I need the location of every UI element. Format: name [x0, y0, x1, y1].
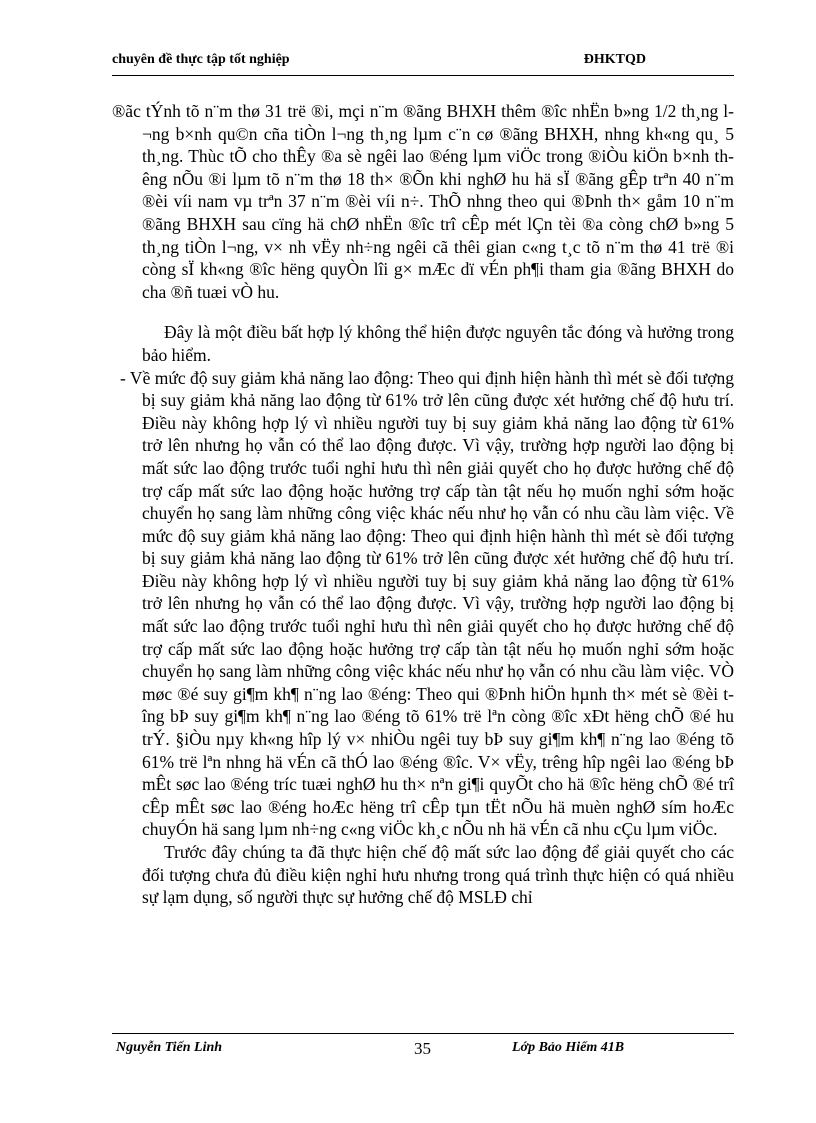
paragraph-legacy-encoding: ®ãc tÝnh tõ n¨m thø 31 trë ®i, mçi n¨m ®ãng BHXH thêm ®îc nhËn b»ng 1/2 th¸ng l¬ng b×nh qu©n cña tiÒn l¬ng th¸ng lµm c¨n cø ®ãng BHXH, nhng kh«ng qu¸ 5 th¸ng. Thùc tÕ cho thÊy ®a sè ngêi lao ®éng lµm viÖc trong ®iÒu kiÖn b×nh thêng nÕu ®i lµm tõ n¨m thø 18 th× ®Õn khi nghØ hu hä sÏ ®ãng gÊp trªn 40 n¨m ®èi víi nam vµ trªn 37 n¨m ®èi víi n÷. ThÕ nhng theo qui ®Þnh th× gåm 10 n¨m ®ãng BHXH sau cïng hä chØ nhËn ®îc trî cÊp mét lÇn tèi ®a còng chØ b»ng 5 th¸ng tiÒn l¬ng, v× nh vËy nh÷ng ngêi cã thêi gian c«ng t¸c tõ n¨m thø 41 trë ®i còng sÏ kh«ng ®îc hëng quyÒn lîi g× mÆc dï vÉn ph¶i tham gia ®ãng BHXH do cha ®ñ tuæi vÒ hu.	[112, 101, 734, 302]
header-university: ĐHKTQD	[583, 52, 646, 67]
footer-class: Lớp Bảo Hiểm 41B	[512, 1040, 625, 1055]
footer-divider	[112, 1033, 734, 1034]
paragraph-disability-level: - Về mức độ suy giảm khả năng lao động: Theo qui định hiện hành thì mét sè đối tượng bị suy giảm khả năng lao động từ 61% trở lên cũng được xét hưởng chế độ hưu trí. Điều này không hợp lý vì nhiều người tuy bị suy giảm khả năng lao động từ 61% trở lên nhưng họ vẫn có thể lao động được. Vì vậy, trường hợp người lao động bị mất sức lao động trước tuổi nghỉ hưu thì nên giải quyết cho họ được hưởng chế độ trợ cấp mất sức lao động hoặc hưởng trợ cấp tàn tật nếu họ muốn nghỉ sớm hoặc chuyển họ sang làm những công việc khác nếu như họ vẫn có nhu cầu làm việc. Về mức độ suy giảm khả năng lao động: Theo qui định hiện hành thì mét sè đối tượng bị suy giảm khả năng lao động từ 61% trở lên cũng được xét hưởng chế độ hưu trí. Điều này không hợp lý vì nhiều người tuy bị suy giảm khả năng lao động từ 61% trở lên nhưng họ vẫn có thể lao động được. Vì vậy, trường hợp người lao động bị mất sức lao động trước tuổi nghỉ hưu thì nên giải quyết cho họ được hưởng chế độ trợ cấp mất sức lao động hoặc hưởng trợ cấp tàn tật nếu họ muốn nghỉ sớm hoặc chuyển họ sang làm những công việc khác nếu như họ vẫn có nhu cầu làm việc. VÒ møc ®é suy gi¶m kh¶ n¨ng lao ®éng: Theo qui ®Þnh hiÖn hµnh th× mét sè ®èi tîng bÞ suy gi¶m kh¶ n¨ng lao ®éng tõ 61% trë lªn còng ®îc xÐt hëng chÕ ®é hu trÝ. §iÒu nµy kh«ng hîp lý v× nhiÒu ngêi tuy bÞ suy gi¶m kh¶ n¨ng lao ®éng tõ 61% trë lªn nhng hä vÉn cã thÓ lao ®éng ®îc. V× vËy, trêng hîp ngêi lao ®éng bÞ mÊt søc lao ®éng tríc tuæi nghØ hu th× nªn gi¶i quyÕt cho hä ®îc hëng chÕ ®é trî cÊp mÊt søc lao ®éng hoÆc hëng trî cÊp tµn tËt nÕu hä muèn nghØ sím hoÆc chuyÓn hä sang lµm nh÷ng c«ng viÖc kh¸c nÕu nh hä vÉn cã nhu cÇu lµm viÖc.	[120, 367, 734, 840]
page-number: 35	[414, 1039, 431, 1058]
header-title: chuyên đề thực tập tốt nghiệp	[112, 52, 290, 67]
paragraph-past-regime: Trước đây chúng ta đã thực hiện chế độ mất sức lao động để giải quyết cho các đối tượng chưa đủ điều kiện nghỉ hưu nhưng trong quá trình thực hiện có quá nhiều sự lạm dụng, số người thực sự hưởng chế độ MSLĐ chỉ	[142, 842, 734, 908]
footer-author: Nguyễn Tiến Linh	[116, 1040, 223, 1055]
document-body	[112, 100, 734, 909]
header-divider	[112, 75, 734, 76]
page-header	[112, 52, 734, 74]
page-footer	[112, 1040, 734, 1062]
paragraph-conclusion: Đây là một điều bất hợp lý không thể hiện được nguyên tắc đóng và hưởng trong bảo hiểm.	[142, 322, 734, 365]
